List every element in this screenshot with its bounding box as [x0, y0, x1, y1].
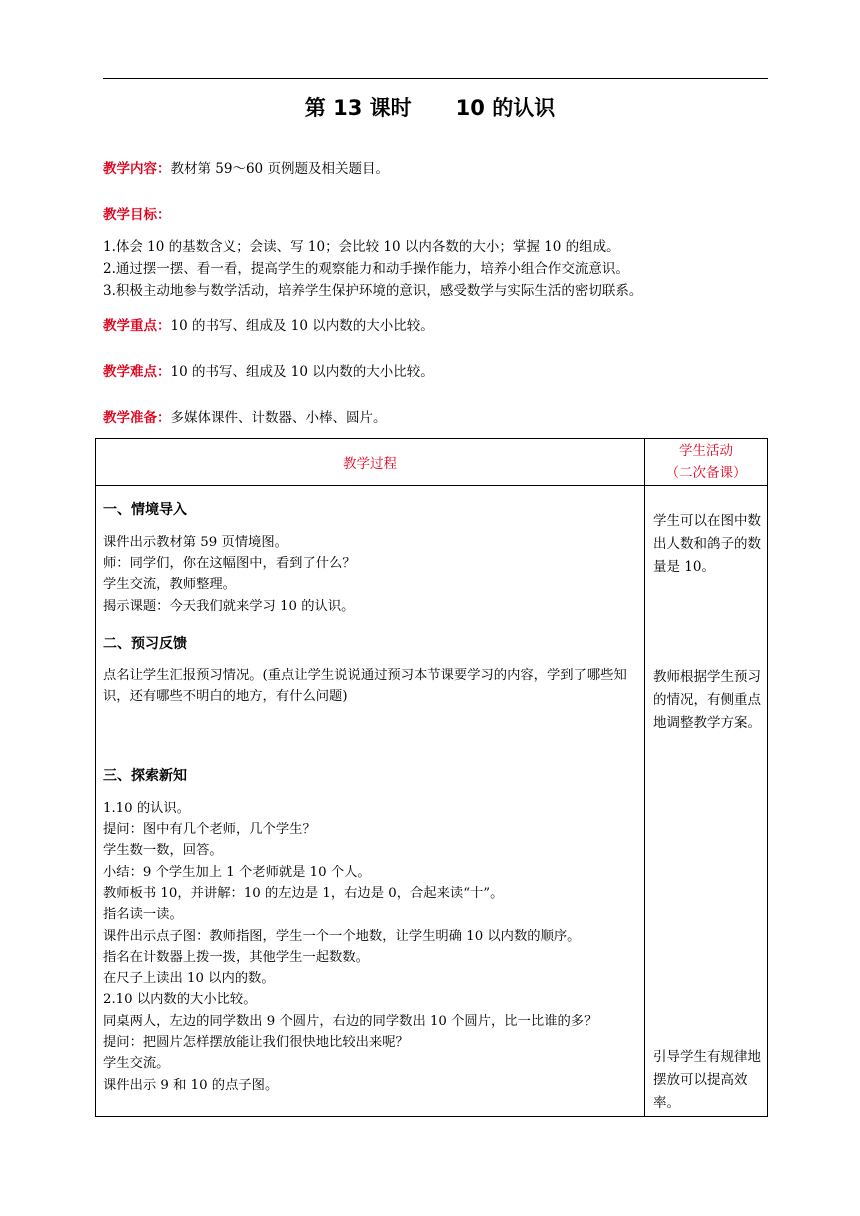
section3-line: 教师板书 10，并讲解：10 的左边是 1，右边是 0，合起来读“十”。: [103, 886, 504, 901]
objective-item: 3.积极主动地参与数学活动，培养学生保护环境的意识，感受数学与实际生活的密切联系。: [103, 283, 643, 299]
teaching-content: [103, 159, 389, 179]
activity-note: 引导学生有规律地摆放可以提高效率。: [653, 1049, 761, 1111]
lesson-topic: 10 的认识: [455, 96, 556, 120]
process-header: 教学过程: [96, 439, 645, 486]
teaching-content-label: 教学内容：: [103, 161, 171, 177]
section3-line: 课件出示点子图：教师指图，学生一个一个地数，让学生明确 10 以内数的顺序。: [103, 929, 581, 944]
preparation: [103, 408, 387, 428]
section3-line: 学生数一数，回答。: [103, 843, 223, 858]
section3-line: 指名读一读。: [103, 907, 183, 922]
preparation-label: 教学准备：: [103, 410, 171, 426]
lesson-number: 第 13 课时: [304, 96, 412, 120]
difficulty-label: 教学难点：: [103, 364, 171, 380]
preparation-text: 多媒体课件、计数器、小棒、圆片。: [170, 410, 387, 426]
difficulty-text: 10 的书写、组成及 10 以内数的大小比较。: [170, 364, 434, 380]
section3-line: 在尺子上读出 10 以内的数。: [103, 971, 275, 986]
section3-line: 学生交流。: [103, 1056, 170, 1071]
table-body-row: [96, 486, 768, 1117]
activity-header-line1: 学生活动: [679, 443, 733, 459]
activity-note: 学生可以在图中数出人数和鸽子的数量是 10。: [653, 513, 761, 575]
lesson-plan-table: [95, 438, 768, 1117]
objectives-heading: [103, 205, 171, 225]
key-point-text: 10 的书写、组成及 10 以内数的大小比较。: [170, 318, 434, 334]
section-heading: 一、情境导入: [103, 502, 187, 518]
section1-line: 揭示课题：今天我们就来学习 10 的认识。: [103, 599, 355, 614]
teaching-content-text: 教材第 59～60 页例题及相关题目。: [170, 161, 389, 177]
section-heading: 三、探索新知: [103, 768, 187, 784]
table-header-row: [96, 439, 768, 486]
key-point: [103, 316, 434, 336]
objective-item: 1.体会 10 的基数含义；会读、写 10；会比较 10 以内各数的大小；掌握 10 的组成。: [103, 239, 620, 255]
section3-line: 2.10 以内数的大小比较。: [103, 992, 257, 1007]
objectives-list: [103, 236, 642, 302]
difficulty: [103, 362, 434, 382]
objectives-label: 教学目标：: [103, 207, 171, 223]
section1-line: 学生交流，教师整理。: [103, 577, 236, 592]
section1-line: 师：同学们，你在这幅图中，看到了什么？: [103, 556, 356, 571]
section3-line: 1.10 的认识。: [103, 801, 191, 816]
section3-line: 提问：把圆片怎样摆放能让我们很快地比较出来呢？: [103, 1035, 409, 1050]
section-heading: 二、预习反馈: [103, 636, 187, 652]
section3-line: 小结：9 个学生加上 1 个老师就是 10 个人。: [103, 865, 371, 880]
objective-item: 2.通过摆一摆、看一看，提高学生的观察能力和动手操作能力，培养小组合作交流意识。: [103, 261, 629, 277]
section2-text: 点名让学生汇报预习情况。(重点让学生说说通过预习本节课要学习的内容，学到了哪些知识，还有哪些不明白的地方，有什么问题): [103, 668, 627, 704]
section3-line: 课件出示 9 和 10 的点子图。: [103, 1078, 279, 1093]
header-rule: [103, 78, 768, 79]
activity-header: [645, 439, 768, 486]
process-cell: [96, 486, 645, 1117]
section3-line: 指名在计数器上拨一拨，其他学生一起数数。: [103, 950, 369, 965]
section3-line: 同桌两人，左边的同学数出 9 个圆片，右边的同学数出 10 个圆片，比一比谁的多？: [103, 1014, 598, 1029]
activity-header-line2: （二次备课）: [665, 465, 747, 481]
page-title: [0, 92, 860, 122]
activity-cell: [645, 486, 768, 1117]
section1-line: 课件出示教材第 59 页情境图。: [103, 535, 288, 550]
section3-line: 提问：图中有几个老师，几个学生？: [103, 822, 316, 837]
activity-note: 教师根据学生预习的情况，有侧重点地调整教学方案。: [653, 669, 761, 731]
key-point-label: 教学重点：: [103, 318, 171, 334]
